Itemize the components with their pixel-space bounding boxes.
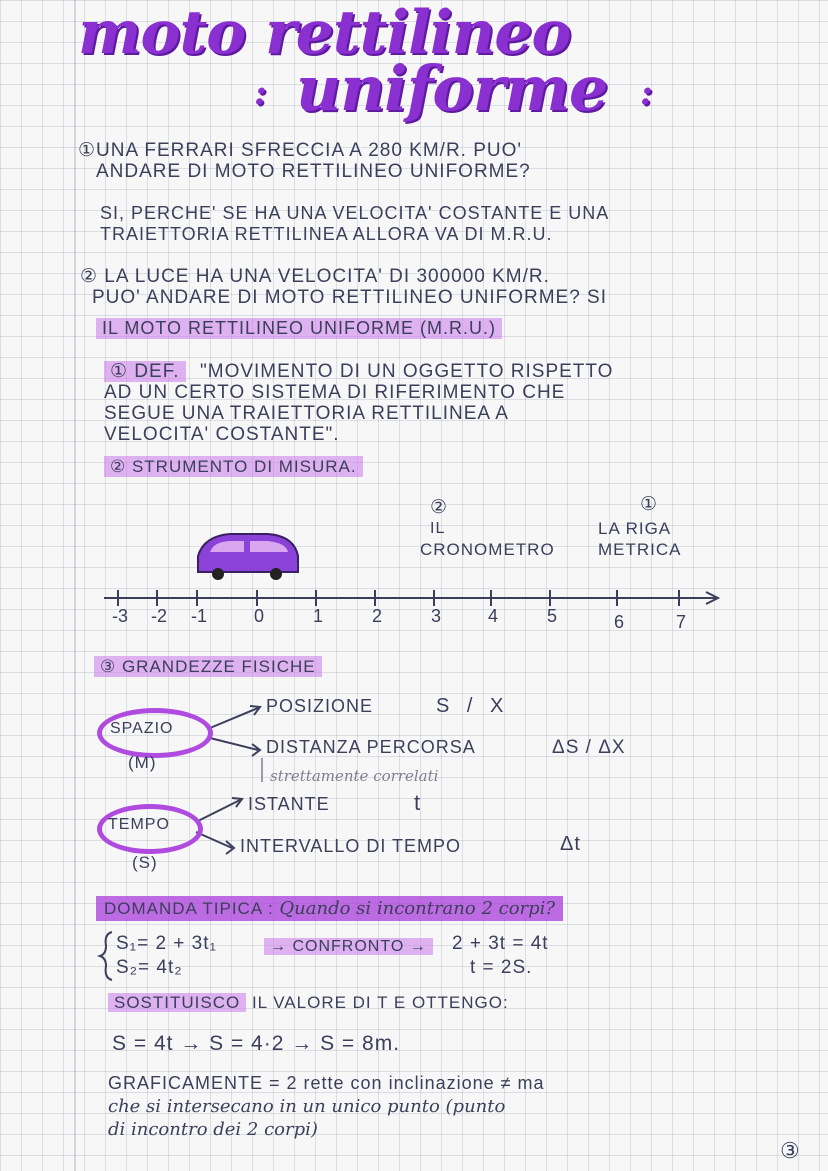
axis-label--1: -1 [190, 606, 207, 626]
q2-line-2: PUO' ANDARE DI MOTO RETTILINEO UNIFORME? SI [92, 287, 608, 308]
instrument-2-name: CRONOMETRO [420, 540, 555, 559]
page-number: ③ [780, 1138, 801, 1163]
problem-heading-prefix: DOMANDA TIPICA : [104, 899, 280, 918]
graph-explanation-line-3: di incontro dei 2 corpi) [108, 1119, 318, 1140]
problem-heading [96, 896, 563, 921]
system-brace [100, 932, 112, 980]
quantities-heading: ③ GRANDEZZE FISICHE [94, 656, 322, 677]
axis-label-4: 4 [487, 606, 498, 626]
number-line [104, 590, 718, 606]
substitution-rest: IL VALORE DI T E OTTENGO: [246, 993, 509, 1012]
tempo-unit: (S) [132, 853, 158, 872]
intervallo-symbol: Δt [560, 833, 581, 855]
spazio-unit: (M) [128, 753, 157, 772]
correlation-note: strettamente correlati [270, 767, 439, 785]
instrument-1-line-1: LA RIGA [598, 519, 672, 538]
instrument-1-line-2: METRICA [598, 540, 682, 559]
tempo-label: TEMPO [108, 816, 170, 833]
section-heading: IL MOTO RETTILINEO UNIFORME (M.R.U.) [96, 318, 502, 339]
instrument-2-number: ② [430, 497, 449, 518]
car-drawing [198, 534, 298, 580]
equation-2: S₂= 4t₂ [116, 957, 183, 978]
axis-label-1: 1 [312, 606, 323, 626]
graph-explanation-line-2: che si intersecano in un unico punto (punto [108, 1096, 506, 1117]
result-2: t = 2S. [470, 957, 533, 978]
istante-symbol: t [414, 790, 422, 815]
definition-line-1: "MOVIMENTO DI UN OGGETTO RISPETTO [200, 361, 614, 382]
intervallo-label: INTERVALLO DI TEMPO [240, 836, 462, 856]
q1-answer-line-1: SI, PERCHE' SE HA UNA VELOCITA' COSTANTE E UNA [100, 203, 610, 223]
calculation: S = 4t → S = 4·2 → S = 8m. [112, 1032, 401, 1055]
distanza-label: DISTANZA PERCORSA [266, 737, 476, 757]
axis-label-3: 3 [430, 606, 441, 626]
title-dots-right: : [640, 73, 652, 113]
instruments-heading: ② STRUMENTO DI MISURA. [104, 456, 363, 477]
title-dots-left: : [254, 73, 266, 113]
axis-label-5: 5 [546, 606, 557, 626]
q1-answer-line-2: TRAIETTORIA RETTILINEA ALLORA VA DI M.R.U. [100, 224, 553, 244]
q1-question-line-1: ①UNA FERRARI SFRECCIA A 280 KM/R. PUO' [78, 140, 523, 161]
problem-heading-question: Quando si incontrano 2 corpi? [279, 898, 556, 919]
substitution-line [108, 992, 509, 1013]
definition-line-3: SEGUE UNA TRAIETTORIA RETTILINEA A [104, 403, 509, 424]
instrument-1-number: ① [640, 494, 659, 515]
axis-label--3: -3 [111, 606, 128, 626]
confronto-label [264, 936, 433, 957]
axis-label-6: 6 [613, 612, 624, 632]
istante-label: ISTANTE [248, 794, 330, 814]
substitution-keyword: SOSTITUISCO [108, 993, 246, 1012]
distanza-symbol: ΔS / ΔX [552, 737, 626, 758]
definition-label-text: ① DEF. [104, 361, 186, 382]
q2-line-1: ② LA LUCE HA UNA VELOCITA' DI 300000 KM/R. [80, 266, 550, 287]
confronto-text: → CONFRONTO → [264, 938, 433, 955]
definition-line-2: AD UN CERTO SISTEMA DI RIFERIMENTO CHE [104, 382, 566, 403]
posizione-symbol: S / X [436, 695, 510, 717]
axis-label-0: 0 [253, 606, 264, 626]
spazio-label: SPAZIO [110, 720, 174, 737]
graph-explanation-line-1: GRAFICAMENTE = 2 rette con inclinazione ≠ ma [108, 1073, 545, 1093]
q1-question-line-2: ANDARE DI MOTO RETTILINEO UNIFORME? [96, 161, 531, 182]
axis-label--2: -2 [150, 606, 167, 626]
axis-label-7: 7 [675, 612, 686, 632]
title-line-1: moto rettilineo [78, 0, 571, 68]
result-1: 2 + 3t = 4t [452, 933, 549, 954]
axis-label-2: 2 [371, 606, 382, 626]
instrument-2-article: IL [430, 520, 446, 537]
definition-line-4: VELOCITA' COSTANTE". [104, 424, 340, 445]
equation-1: S₁= 2 + 3t₁ [116, 933, 217, 954]
posizione-label: POSIZIONE [266, 696, 374, 716]
title-line-2: uniforme [296, 52, 608, 125]
